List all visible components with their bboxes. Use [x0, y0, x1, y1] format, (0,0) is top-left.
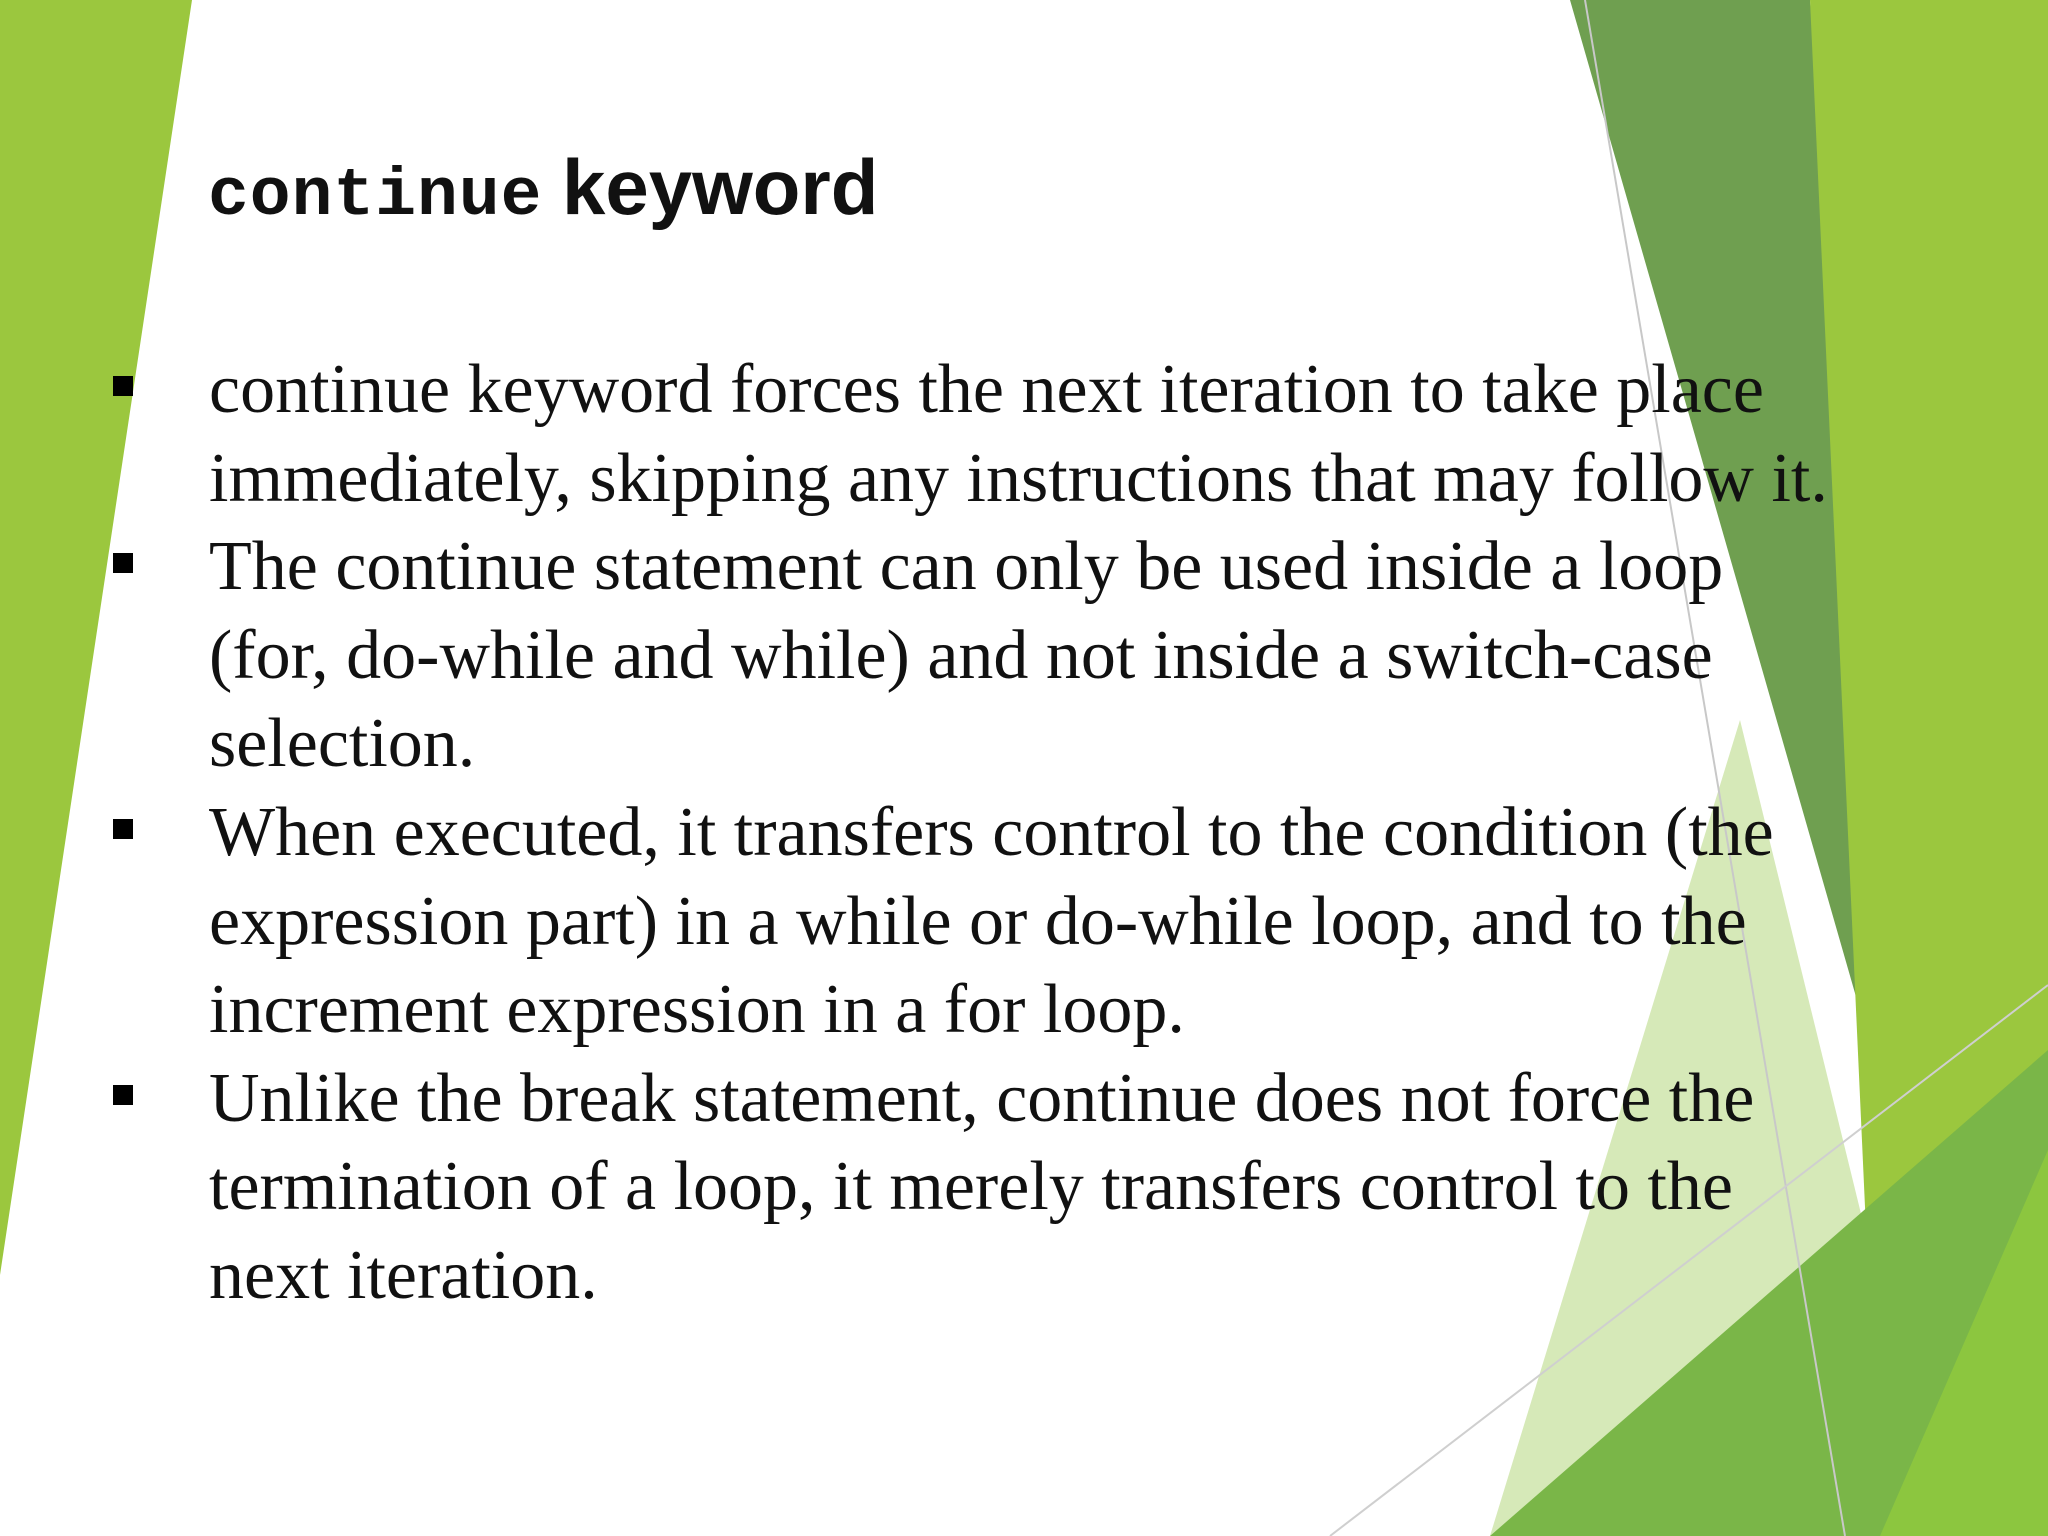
- bullet-item: [0, 346, 1989, 523]
- square-bullet-icon: [113, 819, 133, 839]
- slide-title: [208, 145, 878, 235]
- title-code-word: continue: [208, 158, 543, 235]
- bullet-line: selection.: [209, 705, 476, 783]
- bullet-line: termination of a loop, it merely transfers control to the: [209, 1148, 1734, 1226]
- bullet-line: next iteration.: [209, 1236, 598, 1314]
- bullet-line: continue keyword forces the next iteration to take place: [209, 351, 1764, 428]
- square-bullet-icon: [113, 376, 133, 396]
- bullet-line: immediately, skipping any instructions that may follow it.: [209, 439, 1828, 517]
- bullet-line: The continue statement can only be used inside a loop: [209, 528, 1724, 606]
- square-bullet-icon: [113, 553, 133, 573]
- bullet-item: [0, 1055, 1989, 1321]
- bullet-list: [0, 346, 2048, 1321]
- bullet-line: increment expression in a for loop.: [209, 971, 1185, 1049]
- bullet-item: [0, 523, 1989, 789]
- square-bullet-icon: [113, 1085, 133, 1105]
- bullet-line: (for, do-while and while) and not inside a switch-case: [209, 616, 1713, 694]
- bullet-item: [0, 789, 1989, 1055]
- title-rest: keyword: [561, 143, 879, 231]
- bullet-line: Unlike the break statement, continue does not force the: [209, 1059, 1755, 1137]
- bullet-line: expression part) in a while or do-while loop, and to the: [209, 882, 1747, 960]
- bullet-line: When executed, it transfers control to the condition (the: [209, 793, 1774, 871]
